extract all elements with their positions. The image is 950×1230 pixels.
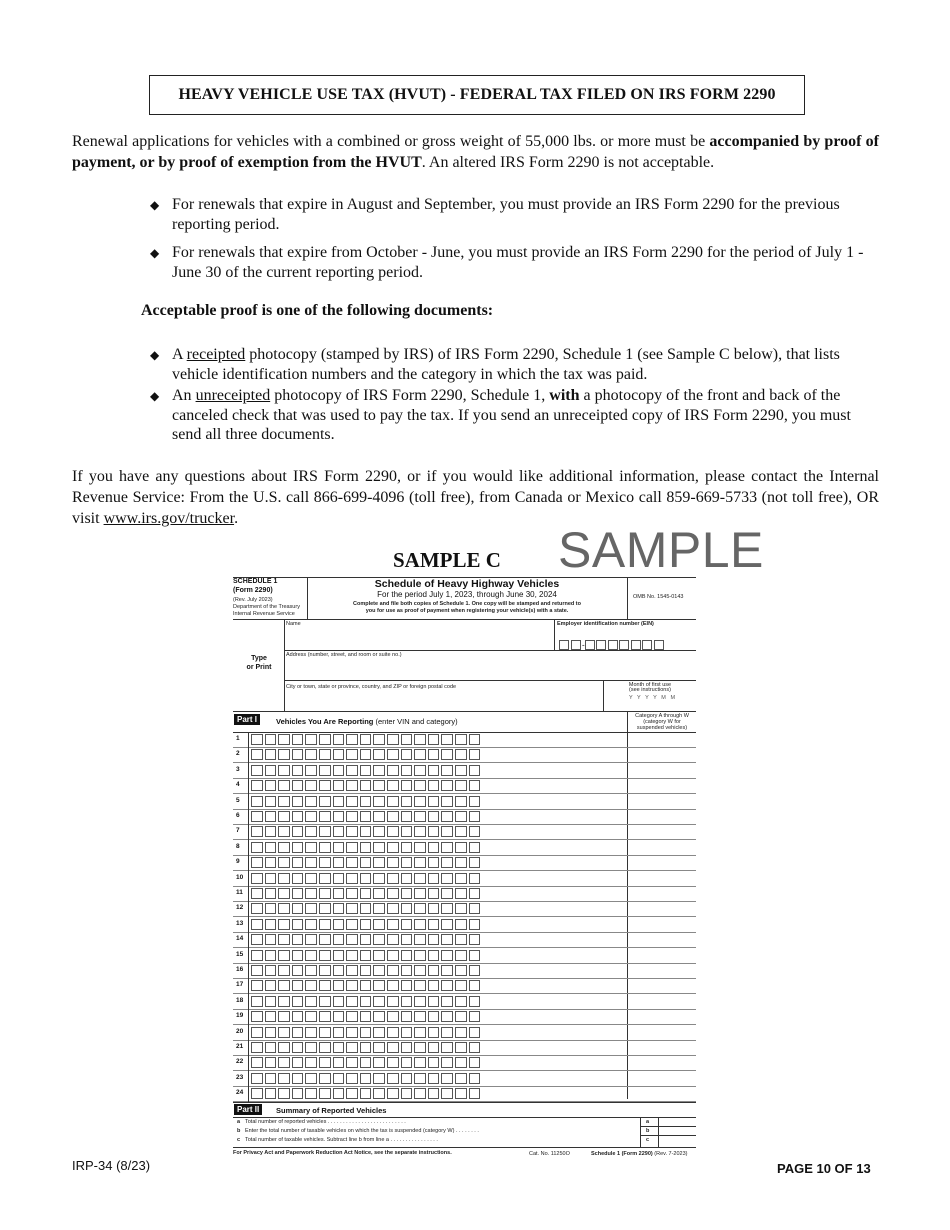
cat-number: Cat. No. 11250O — [529, 1151, 570, 1157]
vin-row-number: 4 — [236, 781, 240, 789]
vin-input[interactable] — [251, 965, 482, 976]
proof-bullet-1: ◆ A receipted photocopy (stamped by IRS) of IRS Form 2290, Schedule 1 (see Sample C below), that lists vehicle identification numbers and the category in which the tax was paid. — [150, 346, 840, 383]
acceptable-proof-heading: Acceptable proof is one of the following documents: — [141, 302, 494, 319]
omb-number: OMB No. 1545-0143 — [633, 594, 684, 600]
category-input[interactable] — [628, 963, 696, 978]
vin-input[interactable] — [251, 888, 482, 899]
irs-trucker-link[interactable]: www.irs.gov/trucker — [103, 510, 235, 527]
category-input[interactable] — [628, 824, 696, 839]
part-2-title: Summary of Reported Vehicles — [276, 1106, 387, 1115]
vin-row — [233, 1040, 696, 1055]
vin-row-number: 2 — [236, 750, 240, 758]
diamond-bullet-icon: ◆ — [150, 246, 160, 260]
vin-input[interactable] — [251, 873, 482, 884]
category-label-2: (category W for — [643, 719, 681, 725]
vin-row — [233, 1025, 696, 1040]
privacy-notice: For Privacy Act and Paperwork Reduction Act Notice, see the separate instructions. — [233, 1150, 452, 1156]
vin-row-number: 19 — [236, 1012, 244, 1020]
vin-input[interactable] — [251, 1088, 482, 1099]
vin-row-number: 11 — [236, 889, 243, 896]
part-1-label: Part I — [234, 714, 260, 725]
vin-row — [233, 794, 696, 809]
renewal-bullet-2: ◆ For renewals that expire from October - June, you must provide an IRS Form 2290 for the period of July 1 - June 30 of the current reporting period. — [150, 244, 864, 281]
category-input[interactable] — [628, 978, 696, 993]
category-input[interactable] — [628, 855, 696, 870]
vin-input[interactable] — [251, 919, 482, 930]
vin-row — [233, 778, 696, 793]
ein-input[interactable]: - — [559, 636, 665, 654]
form-heading: Schedule of Heavy Highway Vehicles — [374, 578, 560, 590]
vin-input[interactable] — [251, 1042, 482, 1053]
vin-row-number: 14 — [236, 935, 244, 943]
category-input[interactable] — [628, 1009, 696, 1024]
dept-irs: Internal Revenue Service — [233, 611, 295, 617]
category-input[interactable] — [628, 1055, 696, 1070]
vin-input[interactable] — [251, 749, 482, 760]
vin-row-number: 23 — [236, 1073, 244, 1081]
vin-input[interactable] — [251, 826, 482, 837]
vin-row-number: 18 — [236, 996, 244, 1004]
vin-input[interactable] — [251, 1027, 482, 1038]
vin-row — [233, 871, 696, 886]
vin-row — [233, 978, 696, 993]
part-2-label: Part II — [234, 1104, 262, 1115]
category-input[interactable] — [628, 747, 696, 762]
vin-row-number: 16 — [236, 966, 244, 973]
category-input[interactable] — [628, 1040, 696, 1055]
or-print-label: or Print — [246, 664, 272, 671]
form-instructions-1: Complete and file both copies of Schedule 1. One copy will be stamped and returned to — [353, 601, 581, 607]
category-input[interactable] — [628, 886, 696, 901]
vin-input[interactable] — [251, 1057, 482, 1068]
category-input[interactable] — [628, 994, 696, 1009]
footer-page-number: PAGE 10 OF 13 — [777, 1161, 871, 1176]
proof-bullet-2: ◆ An unreceipted photocopy of IRS Form 2290, Schedule 1, with a photocopy of the front and back of the canceled check that was used to pay the tax. If you send an unreceipted copy of IRS Form 2290, you must send all three documents. — [150, 387, 851, 443]
category-input[interactable] — [628, 932, 696, 947]
vin-input[interactable] — [251, 934, 482, 945]
footer-form-id: IRP-34 (8/23) — [72, 1158, 151, 1173]
receipted-underline: receipted — [186, 346, 246, 363]
ein-label: Employer identification number (EIN) — [557, 621, 654, 627]
schedule-1-form — [233, 577, 696, 1159]
vin-input[interactable] — [251, 996, 482, 1007]
name-label: Name — [286, 621, 301, 627]
vin-input[interactable] — [251, 1073, 482, 1084]
category-input[interactable] — [628, 917, 696, 932]
diamond-bullet-icon: ◆ — [150, 348, 160, 362]
vin-row — [233, 1086, 696, 1101]
vin-row — [233, 963, 696, 978]
city-label: City or town, state or province, country, and ZIP or foreign postal code — [286, 684, 457, 690]
vin-input[interactable] — [251, 780, 482, 791]
vin-input[interactable] — [251, 1011, 482, 1022]
form-instructions-2: you for use as proof of payment when registering your vehicle(s) with a state. — [365, 608, 569, 614]
vin-row — [233, 886, 696, 901]
vin-row — [233, 824, 696, 839]
vin-input[interactable] — [251, 796, 482, 807]
vin-input[interactable] — [251, 734, 482, 745]
category-input[interactable] — [628, 840, 696, 855]
form-period: For the period July 1, 2023, through June 30, 2024 — [377, 590, 557, 599]
address-label: Address (number, street, and room or suite no.) — [286, 652, 402, 658]
unreceipted-underline: unreceipted — [195, 387, 271, 404]
vin-row-number: 7 — [236, 827, 240, 835]
vin-row-number: 1 — [236, 735, 240, 742]
vin-row-number: 17 — [236, 981, 244, 989]
category-input[interactable] — [628, 732, 696, 747]
vin-row-number: 24 — [236, 1089, 244, 1097]
schedule-label: SCHEDULE 1 — [233, 578, 278, 585]
vin-row — [233, 917, 696, 932]
intro-paragraph: Renewal applications for vehicles with a combined or gross weight of 55,000 lbs. or more must be accompanied by proof of payment, or by proof of exemption from the HVUT. An altered IRS Form 2290 is not acceptable. — [72, 133, 879, 171]
vin-input[interactable] — [251, 980, 482, 991]
category-input[interactable] — [628, 1025, 696, 1040]
vin-row-number: 12 — [236, 904, 244, 912]
vin-row — [233, 763, 696, 778]
vin-row-number: 21 — [236, 1043, 244, 1050]
category-input[interactable] — [628, 794, 696, 809]
vin-input[interactable] — [251, 765, 482, 776]
category-input[interactable] — [628, 778, 696, 793]
summary-value-inputs[interactable] — [659, 1118, 695, 1146]
month-first-use-label: Month of first use — [628, 682, 672, 688]
month-see-instructions: (see instructions) — [629, 687, 671, 693]
vin-row-number: 6 — [236, 812, 240, 819]
vin-row — [233, 840, 696, 855]
vin-row-number: 20 — [236, 1027, 244, 1035]
intro-bold-text: accompanied by proof of payment, or by proof of exemption from the HVUT — [72, 133, 879, 171]
summary-line-b: b Enter the total number of taxable vehicles on which the tax is suspended (category W) . . . . . . . . b — [237, 1128, 650, 1134]
category-input[interactable] — [628, 948, 696, 963]
form-footer: Schedule 1 (Form 2290) (Rev. 7-2023) — [591, 1151, 688, 1157]
vin-row — [233, 855, 696, 870]
diamond-bullet-icon: ◆ — [150, 389, 160, 403]
vin-row-number: 8 — [236, 842, 240, 850]
diamond-bullet-icon: ◆ — [150, 198, 160, 212]
vin-row — [233, 932, 696, 947]
vin-row — [233, 1055, 696, 1070]
category-input[interactable] — [628, 809, 696, 824]
category-label-3: suspended vehicles) — [636, 725, 688, 731]
vin-row — [233, 1009, 696, 1024]
vin-row — [233, 732, 696, 747]
part-1-title: Vehicles You Are Reporting (enter VIN and category) — [276, 717, 458, 726]
vin-row-number: 10 — [236, 873, 244, 881]
form-rev: (Rev. July 2023) — [233, 597, 273, 603]
vin-row-number: 22 — [236, 1058, 244, 1066]
vin-row — [233, 994, 696, 1009]
vin-row-number: 3 — [236, 765, 240, 773]
vin-row — [233, 901, 696, 916]
summary-line-a: a Total number of reported vehicles . . . . . . . . . . . . . . . . . . . . . . . . . . a — [237, 1119, 650, 1125]
dept-treasury: Department of the Treasury — [233, 604, 300, 610]
category-input[interactable] — [628, 871, 696, 886]
vin-row — [233, 809, 696, 824]
contact-paragraph: If you have any questions about IRS Form 2290, or if you would like additional information, please contact the Internal Revenue Service: From the U.S. call 866-699-4096 (toll free), from Canada or Mexico call 859-669-5733 (not toll free), OR visit www.irs.gov/trucker. — [72, 468, 879, 527]
vin-input[interactable] — [251, 857, 482, 868]
category-input[interactable] — [628, 1086, 696, 1101]
vin-row — [233, 747, 696, 762]
vin-row — [233, 1071, 696, 1086]
vin-row-number: 13 — [236, 919, 244, 927]
category-input[interactable] — [628, 763, 696, 778]
sample-watermark: SAMPLE — [558, 522, 764, 578]
form-number: (Form 2290) — [233, 587, 273, 594]
category-input[interactable] — [628, 1071, 696, 1086]
month-first-use-input[interactable]: Y Y Y Y M M — [628, 695, 676, 701]
renewal-bullet-1: ◆ For renewals that expire in August and September, you must provide an IRS Form 2290 for the previous reporting period. — [150, 196, 840, 233]
sample-c-label: SAMPLE C — [393, 548, 501, 572]
category-label-1: Category A through W — [635, 713, 689, 719]
category-input[interactable] — [628, 901, 696, 916]
vin-input[interactable] — [251, 842, 482, 853]
vin-row — [233, 948, 696, 963]
vin-input[interactable] — [251, 811, 482, 822]
vin-input[interactable] — [251, 950, 482, 961]
summary-line-c: c Total number of taxable vehicles. Subtract line b from line a . . . . . . . . . . . . . . . . c — [237, 1137, 650, 1143]
vin-row-number: 15 — [236, 950, 244, 958]
vin-row-number: 5 — [236, 796, 240, 804]
section-title: HEAVY VEHICLE USE TAX (HVUT) - FEDERAL TAX FILED ON IRS FORM 2290 — [149, 75, 805, 115]
type-label: Type — [251, 655, 267, 662]
vin-row-number: 9 — [236, 858, 240, 866]
vin-input[interactable] — [251, 903, 482, 914]
